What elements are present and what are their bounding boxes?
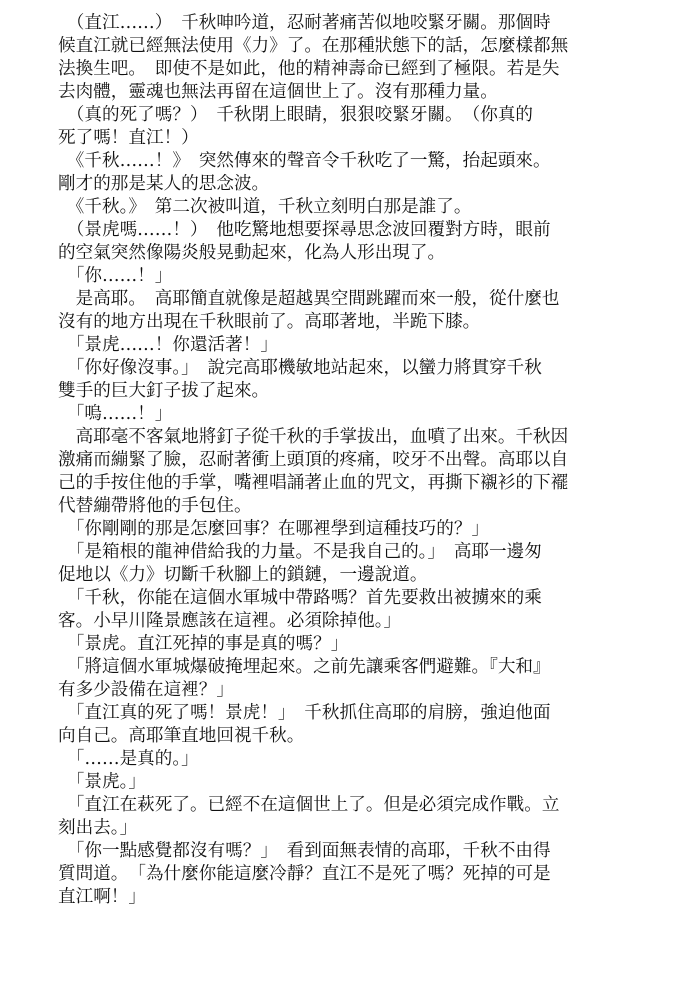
document-page bbox=[58, 12, 630, 909]
text-line: 「直江真的死了嗎！景虎！」 千秋抓住高耶的肩膀，強迫他面 bbox=[58, 703, 551, 723]
text-line: 「你一點感覺都沒有嗎？」 看到面無表情的高耶，千秋不由得 bbox=[58, 841, 551, 861]
text-line: 沒有的地方出現在千秋眼前了。高耶著地，半跪下膝。 bbox=[58, 312, 481, 332]
text-line: 「景虎。」 bbox=[58, 772, 146, 792]
text-line: （景虎嗎……！） 他吃驚地想要探尋思念波回覆對方時，眼前 bbox=[58, 220, 551, 240]
text-line: 剛才的那是某人的思念波。 bbox=[58, 174, 270, 194]
text-line: （真的死了嗎？） 千秋閉上眼睛，狠狠咬緊牙關。 （你真的 bbox=[58, 105, 534, 125]
text-line: 法換生吧。 即使不是如此，他的精神壽命已經到了極限。若是失 bbox=[58, 59, 560, 79]
text-line: 代替繃帶將他的手包住。 bbox=[58, 496, 252, 516]
text-line: 「嗚……！」 bbox=[58, 404, 173, 424]
text-line: 候直江就已經無法使用《力》了。在那種狀態下的話，怎麼樣都無 bbox=[58, 36, 569, 56]
text-line: 「千秋，你能在這個水軍城中帶路嗎？首先要救出被擄來的乘 bbox=[58, 588, 542, 608]
text-line: 「景虎。直江死掉的事是真的嗎？」 bbox=[58, 634, 349, 654]
text-line: 去肉體，靈魂也無法再留在這個世上了。沒有那種力量。 bbox=[58, 82, 498, 102]
text-line: 「你剛剛的那是怎麼回事？在哪裡學到這種技巧的？」 bbox=[58, 519, 490, 539]
text-line: 激痛而繃緊了臉，忍耐著衝上頭頂的疼痛，咬牙不出聲。高耶以自 bbox=[58, 450, 569, 470]
text-line: 「直江在萩死了。已經不在這個世上了。但是必須完成作戰。立 bbox=[58, 795, 560, 815]
text-line: 《千秋。》 第二次被叫道，千秋立刻明白那是誰了。 bbox=[58, 197, 472, 217]
text-line: （直江……） 千秋呻吟道，忍耐著痛苦似地咬緊牙關。那個時 bbox=[58, 13, 551, 33]
text-line: 客。小早川隆景應該在這裡。必須除掉他。」 bbox=[58, 611, 402, 631]
text-line: 有多少設備在這裡？」 bbox=[58, 680, 234, 700]
text-line: 「你好像沒事。」 說完高耶機敏地站起來，以蠻力將貫穿千秋 bbox=[58, 358, 542, 378]
text-line: 質問道。 「為什麼你能這麼冷靜？直江不是死了嗎？死掉的可是 bbox=[58, 864, 551, 884]
text-line: 「景虎……！你還活著！」 bbox=[58, 335, 278, 355]
text-line: 「……是真的。」 bbox=[58, 749, 199, 769]
text-line: 是高耶。 高耶簡直就像是超越異空間跳躍而來一般，從什麼也 bbox=[58, 289, 560, 309]
text-line: 「將這個水軍城爆破掩埋起來。之前先讓乘客們避難。『大和』 bbox=[58, 657, 551, 677]
text-line: 雙手的巨大釘子拔了起來。 bbox=[58, 381, 270, 401]
text-line: 「是箱根的龍神借給我的力量。不是我自己的。」 高耶一邊匆 bbox=[58, 542, 542, 562]
text-line: 的空氣突然像陽炎般晃動起來，化為人形出現了。 bbox=[58, 243, 446, 263]
text-line: 向自己。高耶筆直地回視千秋。 bbox=[58, 726, 305, 746]
text-line: 「你……！」 bbox=[58, 266, 173, 286]
text-line: 直江啊！」 bbox=[58, 887, 146, 907]
text-line: 刻出去。」 bbox=[58, 818, 138, 838]
text-line: 促地以《力》切斷千秋腳上的鎖鏈，一邊說道。 bbox=[58, 565, 428, 585]
text-line: 高耶毫不客氣地將釘子從千秋的手掌拔出，血噴了出來。千秋因 bbox=[58, 427, 569, 447]
text-line: 《千秋……！》 突然傳來的聲音令千秋吃了一驚，抬起頭來。 bbox=[58, 151, 551, 171]
text-line: 己的手按住他的手掌，嘴裡唱誦著止血的咒文，再撕下襯衫的下襬 bbox=[58, 473, 569, 493]
text-body bbox=[58, 12, 630, 909]
text-line: 死了嗎！直江！） bbox=[58, 128, 199, 148]
